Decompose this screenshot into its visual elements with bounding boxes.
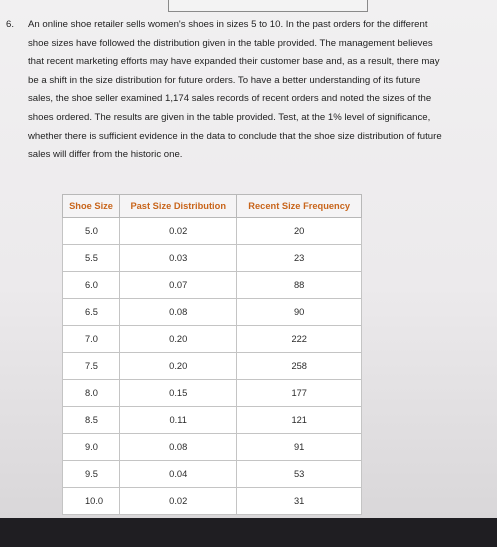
table-row [63, 245, 362, 272]
table-row [63, 272, 362, 299]
table-row [63, 380, 362, 407]
table-row [63, 299, 362, 326]
shoe-size-cell: 5.0 [63, 218, 120, 245]
shoe-size-cell: 7.5 [63, 353, 120, 380]
recent-frequency-cell: 88 [237, 272, 362, 299]
question-line: shoes ordered. The results are given in the table provided. Test, at the 1% level of significance, [28, 111, 431, 123]
recent-frequency-cell: 121 [237, 407, 362, 434]
top-answer-box [168, 0, 368, 12]
table-row [63, 218, 362, 245]
past-distribution-cell: 0.20 [120, 326, 237, 353]
shoe-size-cell: 9.0 [63, 434, 120, 461]
past-distribution-cell: 0.02 [120, 488, 237, 515]
shoe-size-cell: 9.5 [63, 461, 120, 488]
past-distribution-cell: 0.03 [120, 245, 237, 272]
shoe-size-cell: 8.0 [63, 380, 120, 407]
table-row [63, 353, 362, 380]
question-line: sales, the shoe seller examined 1,174 sales records of recent orders and noted the sizes of the [28, 93, 432, 105]
past-distribution-cell: 0.07 [120, 272, 237, 299]
shoe-size-cell: 10.0 [63, 488, 120, 515]
shoe-size-table [62, 194, 362, 515]
past-distribution-cell: 0.08 [120, 299, 237, 326]
header-past-size-distribution: Past Size Distribution [120, 195, 237, 218]
header-shoe-size: Shoe Size [63, 195, 120, 218]
shoe-size-cell: 8.5 [63, 407, 120, 434]
header-recent-size-frequency: Recent Size Frequency [237, 195, 362, 218]
recent-frequency-cell: 90 [237, 299, 362, 326]
shoe-size-cell: 6.0 [63, 272, 120, 299]
past-distribution-cell: 0.02 [120, 218, 237, 245]
table-row [63, 407, 362, 434]
table-row [63, 488, 362, 515]
table-row [63, 326, 362, 353]
shoe-size-cell: 5.5 [63, 245, 120, 272]
question-line: An online shoe retailer sells women's shoes in sizes 5 to 10. In the past orders for the different [28, 19, 428, 30]
table-row [63, 434, 362, 461]
past-distribution-cell: 0.11 [120, 407, 237, 434]
past-distribution-cell: 0.08 [120, 434, 237, 461]
dark-background-strip [0, 518, 497, 547]
question-block [6, 16, 494, 165]
shoe-size-cell: 6.5 [63, 299, 120, 326]
recent-frequency-cell: 258 [237, 353, 362, 380]
question-line: be a shift in the size distribution for future orders. To have a better understanding of its future [28, 74, 421, 86]
question-line: shoe sizes have followed the distribution given in the table provided. The management believes [28, 37, 433, 49]
recent-frequency-cell: 177 [237, 380, 362, 407]
shoe-size-cell: 7.0 [63, 326, 120, 353]
recent-frequency-cell: 31 [237, 488, 362, 515]
question-line: sales will differ from the historic one. [28, 149, 183, 161]
table-header-row [63, 195, 362, 218]
past-distribution-cell: 0.04 [120, 461, 237, 488]
question-line: that recent marketing efforts may have expanded their customer base and, as a result, there may [28, 56, 440, 68]
table-row [63, 461, 362, 488]
recent-frequency-cell: 53 [237, 461, 362, 488]
question-text [28, 16, 494, 165]
recent-frequency-cell: 20 [237, 218, 362, 245]
recent-frequency-cell: 23 [237, 245, 362, 272]
past-distribution-cell: 0.20 [120, 353, 237, 380]
question-number: 6. [6, 19, 15, 30]
recent-frequency-cell: 91 [237, 434, 362, 461]
recent-frequency-cell: 222 [237, 326, 362, 353]
question-line: whether there is sufficient evidence in the data to conclude that the shoe size distribution of future [28, 130, 442, 142]
past-distribution-cell: 0.15 [120, 380, 237, 407]
